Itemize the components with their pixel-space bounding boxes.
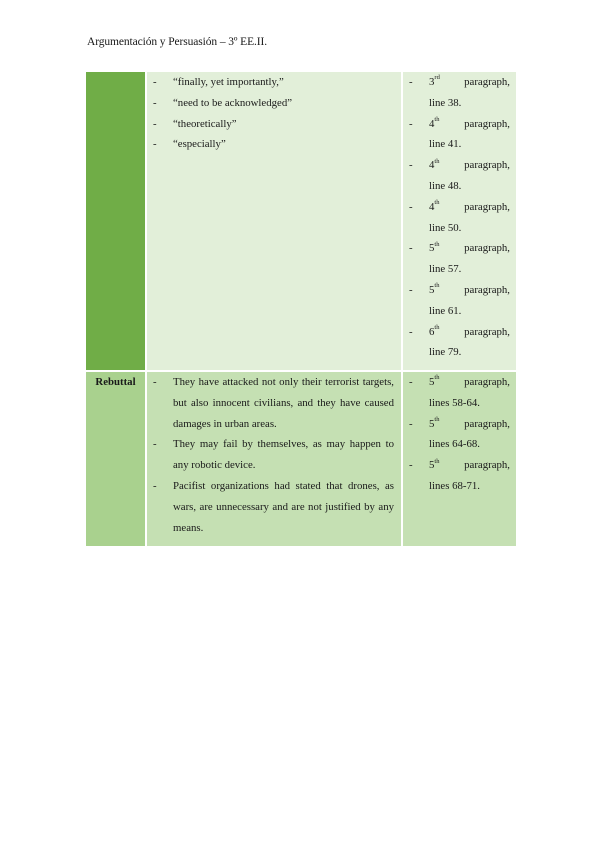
page-header: Argumentación y Persuasión – 3º EE.II. — [87, 36, 268, 48]
list-item: - “theoretically” — [147, 114, 401, 135]
list-item: - “need to be acknowledged” — [147, 93, 401, 114]
row-label: Rebuttal — [95, 376, 136, 388]
item-text: They have attacked not only their terrorist targets, but also innocent civilians, and they have caused damages in urban areas. — [173, 376, 394, 430]
reference-item: - 4th paragraph, line 50. — [409, 199, 510, 234]
analysis-table — [86, 72, 516, 546]
list-item: - They have attacked not only their terrorist targets, but also innocent civilians, and they have caused damages in urban areas. — [147, 372, 401, 434]
item-text: “finally, yet importantly,” — [173, 76, 284, 88]
reference-item: - 5th paragraph, line 57. — [409, 240, 510, 276]
list-item: - They may fail by themselves, as may happen to any robotic device. — [147, 434, 401, 476]
item-text: Pacifist organizations had stated that drones, as wars, are unnecessary and are not justified by any means. — [173, 479, 394, 534]
reference-item: - 5th paragraph, lines 68-71. — [409, 457, 510, 492]
list-item: - “finally, yet importantly,” — [147, 72, 401, 93]
expressions-cell — [146, 72, 402, 371]
reference-item: - 6th paragraph, line 79. — [409, 323, 510, 359]
references-cell — [402, 371, 516, 546]
reference-item: - 3rd paragraph, line 38. — [409, 74, 510, 109]
reference-item: - 5th paragraph, lines 64-68. — [409, 416, 510, 451]
item-text: “need to be acknowledged” — [173, 96, 293, 109]
reference-item: - 5th paragraph, lines 58-64. — [409, 374, 510, 409]
arguments-cell — [146, 371, 402, 546]
list-item: - Pacifist organizations had stated that drones, as wars, are unnecessary and are not justified by any means. — [147, 476, 401, 538]
table-row — [86, 371, 516, 546]
list-item: - “especially” — [147, 134, 401, 155]
row-label-cell — [86, 72, 146, 371]
item-text: “especially” — [173, 138, 226, 151]
table-row — [86, 72, 516, 371]
item-text: “theoretically” — [173, 117, 237, 130]
reference-item: - 4th paragraph, line 48. — [409, 157, 510, 192]
reference-item: - 4th paragraph, line 41. — [409, 116, 510, 151]
references-cell — [402, 72, 516, 371]
item-text: They may fail by themselves, as may happen to any robotic device. — [173, 438, 394, 472]
row-label-cell — [86, 371, 146, 546]
reference-item: - 5th paragraph, line 61. — [409, 282, 510, 317]
